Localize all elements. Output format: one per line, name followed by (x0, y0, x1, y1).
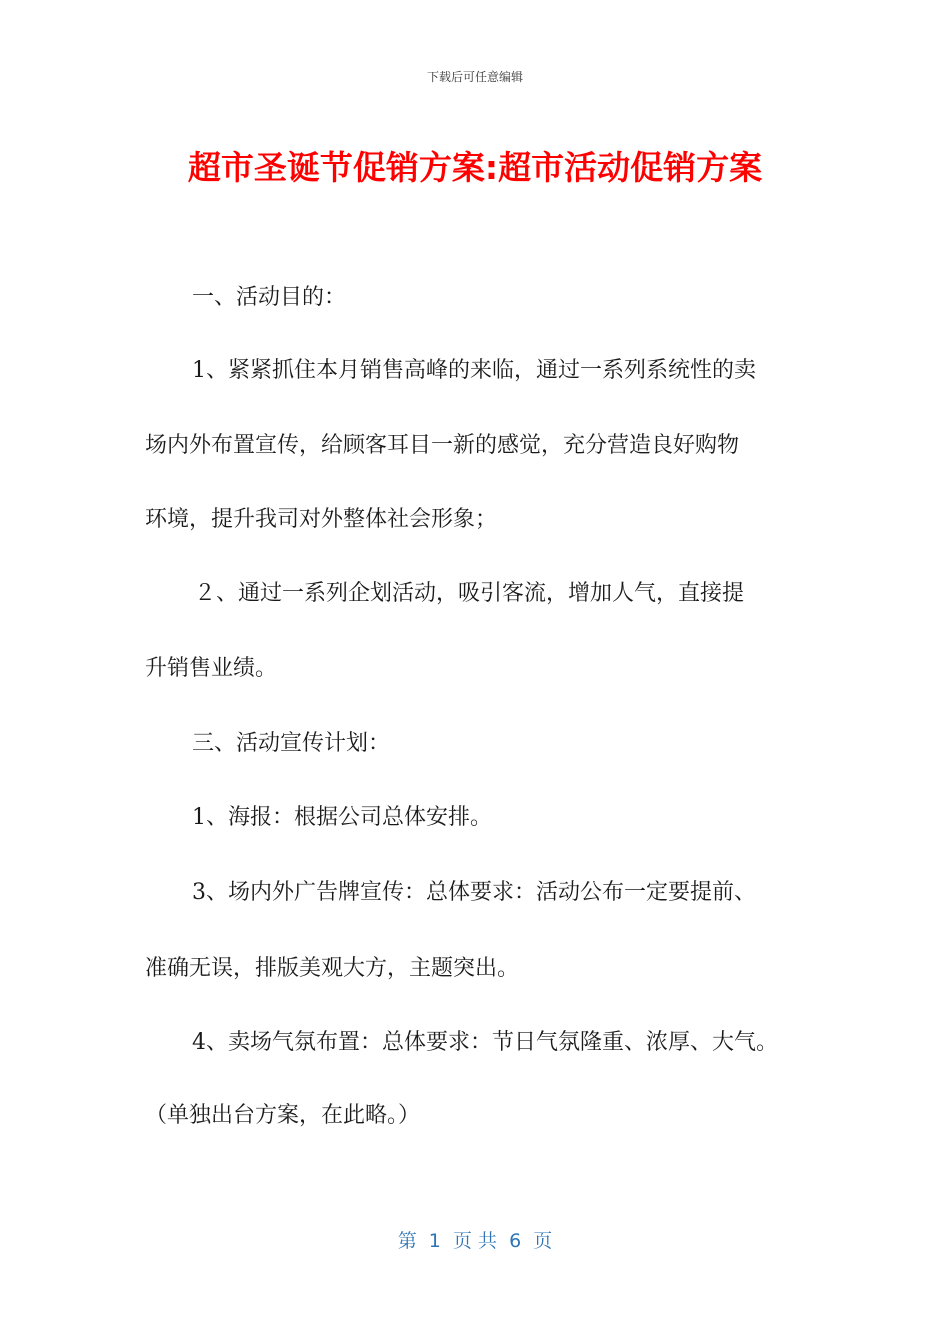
paragraph-line: 升销售业绩。 (145, 656, 278, 681)
section-heading-purpose: 一、活动目的： (192, 285, 347, 310)
paragraph-line: 1、海报：根据公司总体安排。 (192, 805, 492, 830)
paragraph-line: 3、场内外广告牌宣传：总体要求：活动公布一定要提前、 (192, 880, 756, 905)
paragraph-line: 1、紧紧抓住本月销售高峰的来临，通过一系列系统性的卖 (192, 358, 756, 383)
document-title: 超市圣诞节促销方案:超市活动促销方案 (187, 148, 763, 187)
paragraph-line: 场内外布置宣传，给顾客耳目一新的感觉，充分营造良好购物 (145, 433, 740, 458)
page-footer: 第 1 页 共 6 页 (397, 1230, 553, 1252)
header-note: 下载后可任意编辑 (426, 70, 523, 84)
paragraph-line: 4、卖场气氛布置：总体要求：节日气氛隆重、浓厚、大气。 (192, 1030, 778, 1055)
paragraph-line: 环境，提升我司对外整体社会形象； (145, 507, 498, 532)
paragraph-line: （单独出台方案，在此略。） (145, 1103, 421, 1128)
paragraph-line: 准确无误，排版美观大方，主题突出。 (145, 956, 520, 981)
paragraph-line: ２、通过一系列企划活动，吸引客流，增加人气，直接提 (194, 581, 745, 606)
section-heading-promotion: 三、活动宣传计划： (192, 731, 391, 756)
